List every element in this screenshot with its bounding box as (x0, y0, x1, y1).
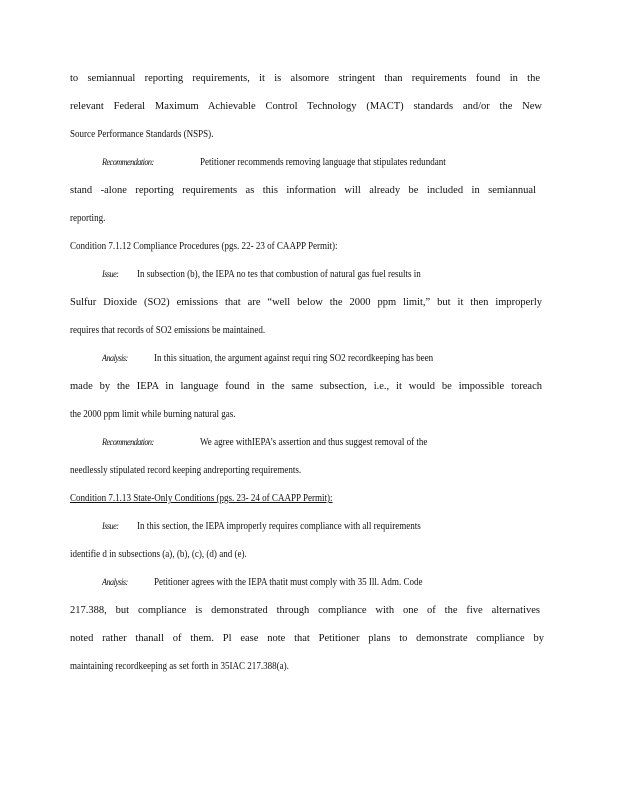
text-line: Sulfur Dioxide (SO2) emissions that are “well below the 2000 ppm limit,” but it then improperly (70, 297, 542, 308)
text-line: In subsection (b), the IEPA no tes that combustion of natural gas fuel results in (137, 269, 421, 280)
text-line: needlessly stipulated record keeping andreporting requirements. (70, 465, 302, 476)
text-line: Petitioner recommends removing language that stipulates redundant (200, 157, 446, 168)
text-line: requires that records of SO2 emissions be maintained. (70, 325, 266, 336)
text-line: relevant Federal Maximum Achievable Control Technology (MACT) standards and/or the New (70, 101, 542, 112)
section-heading: Condition 7.1.12 Compliance Procedures (pgs. 22- 23 of CAAPP Permit): (70, 241, 338, 252)
text-line: In this section, the IEPA improperly requires compliance with all requirements (137, 521, 421, 532)
analysis-label: Analysis: (102, 354, 128, 364)
text-line: 217.388, but compliance is demonstrated through compliance with one of the five alternatives (70, 605, 540, 616)
text-line: to semiannual reporting requirements, it is alsomore stringent than requirements found in the (70, 73, 540, 84)
text-line: identifie d in subsections (a), (b), (c), (d) and (e). (70, 549, 247, 560)
text-line: reporting. (70, 213, 106, 224)
text-line: the 2000 ppm limit while burning natural gas. (70, 409, 236, 420)
issue-label: Issue: (102, 522, 119, 532)
text-line: stand -alone reporting requirements as this information will already be included in semiannual (70, 185, 536, 196)
text-line: In this situation, the argument against requi ring SO2 recordkeeping has been (154, 353, 434, 364)
text-line: noted rather thanall of them. Pl ease note that Petitioner plans to demonstrate compliance by (70, 633, 544, 644)
analysis-label: Analysis: (102, 578, 128, 588)
issue-label: Issue: (102, 270, 119, 280)
section-heading: Condition 7.1.13 State-Only Conditions (pgs. 23- 24 of CAAPP Permit): (70, 493, 333, 504)
text-line: made by the IEPA in language found in the same subsection, i.e., it would be impossible toreach (70, 381, 542, 392)
text-line: Source Performance Standards (NSPS). (70, 129, 214, 140)
text-line: Petitioner agrees with the IEPA thatit must comply with 35 Ill. Adm. Code (154, 577, 423, 588)
recommendation-label: Recommendation: (102, 438, 154, 448)
text-line: maintaining recordkeeping as set forth in 35IAC 217.388(a). (70, 661, 289, 672)
recommendation-label: Recommendation: (102, 158, 154, 168)
text-line: We agree withIEPA’s assertion and thus suggest removal of the (200, 437, 428, 448)
